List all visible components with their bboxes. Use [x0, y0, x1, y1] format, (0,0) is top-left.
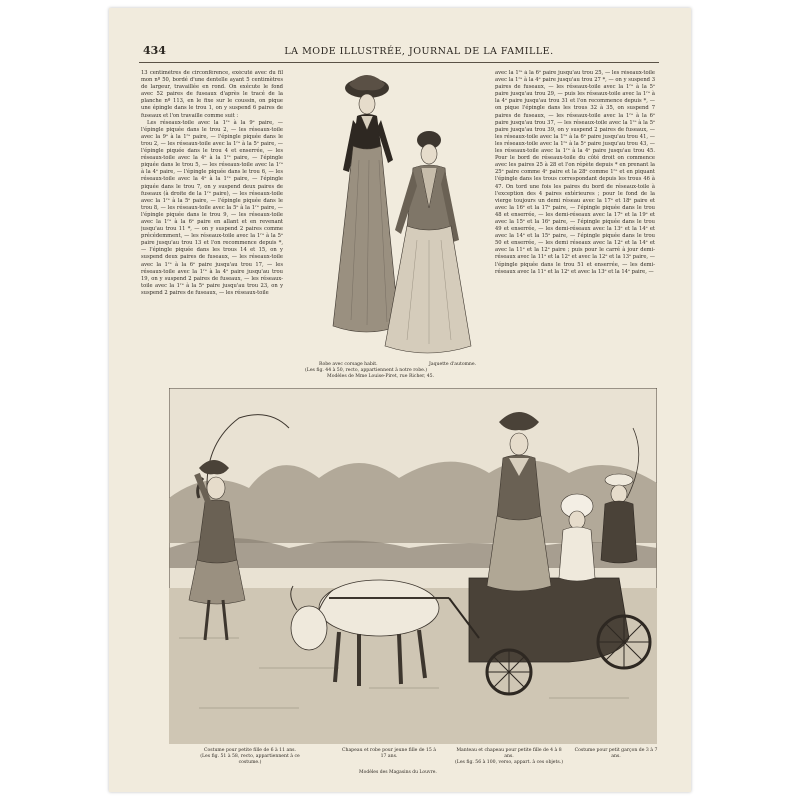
caption-costume-garcon [571, 748, 661, 760]
figure-little-girl [559, 494, 595, 581]
journal-page [109, 8, 691, 792]
caption-title: Chapeau et robe pour jeune fille de 15 à 17 ans. [341, 748, 437, 759]
caption-jaquette: Jaquette d'automne. [429, 362, 477, 367]
page-number: 434 [143, 44, 166, 57]
credit-bottom: Modèles des Magasins du Louvre. [359, 770, 437, 775]
caption-ref: (Les fig. 51 à 58, recto, appartiennent à ce costume.) [200, 754, 300, 765]
caption-chapeau-robe [339, 748, 439, 760]
header-rule [139, 62, 659, 63]
caption-manteau-chapeau [454, 748, 564, 766]
paragraph: avec la 1ʳᵉ à la 6ᵉ paire jusqu'au trou 25, — les réseaux-toile avec la 1ʳᵉ à la 4ᵉ paire jusqu'au trou 27 *, — on y suspend 3 paires de fuseaux, — les réseaux-toile avec la 1ʳᵉ à la 5ᵉ paire jusqu'au trou 29, — puis les réseaux-toile avec la 1ʳᵉ à la 4ᵉ paire jusqu'au trou 31 et l'on recommence depuis *, — on pique l'épingle dans les trous 32 à 35, on suspend 7 paires de fuseaux, — les réseaux-toile avec la 1ʳᵉ à la 6ᵉ paire jusqu'au trou 37, — les réseaux-toile avec la 1ʳᵉ à la 5ᵉ paire jusqu'au trou 39, on y suspend 2 paires de fuseaux, — les réseaux-toile avec la 1ʳᵉ à la 6ᵉ paire jusqu'au trou 41, — les réseaux-toile avec la 1ʳᵉ à la 5ᵉ paire jusqu'au trou 43, — les réseaux-toile avec la 1ʳᵉ à la 4ᵉ paire jusqu'au trou 45. Pour le bord de réseaux-toile du côté droit on commence avec les paires 25 à 28 et l'on répète depuis * en prenant la 25ᵉ paire comme 4ᵉ paire et la 28ᵉ comme 1ʳᵉ et en piquant l'épingle dans les trous correspondant depuis les trous 46 à 47. On tord une fois les paires du bord de réseaux-toile à l'exception des 4 paires extérieures ; pour le fond de la vierge toujours un demi réseau avec la 17ᵉ et 18ᵉ paire et avec la 16ᵉ et la 17ᵉ paire, — l'épingle piquée dans le trou 48 et enserrée, — les demi-réseaux avec la 17ᵉ et la 19ᵉ et avec la 15ᵉ et la 16ᵉ paire, — l'épingle piquée dans le trou 49 et enserrée, — les demi-réseaux avec la 13ᵉ et la 14ᵉ et avec la 14ᵉ et la 15ᵉ paire, — l'épingle piquée dans le trou 50 et enserrée, — les demi réseaux avec la 12ᵉ et la 14ᵉ et avec la 11ᵉ et la 12ᵉ paire ; puis pour le carré à jour demi-réseaux avec la 11ᵉ et la 12ᵉ et avec la 12ᵉ et la 13ᵉ paire, — l'épingle piquée dans le trou 51 et enserrée, — les demi-réseaux avec la 11ᵉ et la 12ᵉ et avec la 13ᵉ et la 14ᵉ paire, — [495, 70, 655, 275]
caption-ref: (Les fig. 56 à 100, verso, appart. à ces objets.) [455, 760, 563, 765]
engraving-goat-cart-scene [169, 388, 657, 744]
journal-title: LA MODE ILLUSTRÉE, JOURNAL DE LA FAMILLE. [284, 46, 554, 57]
caption-robe: Robe avec corsage habit. [319, 362, 378, 367]
text-column-left [141, 70, 283, 388]
paragraph: 13 centimètres de circonférence, exécuté avec du fil mon nº 50, bordé d'une dentelle ayant 5 centimètres de largeur, travaillée en rond. On exécute le fond avec 52 paires de fuseaux d'après le tracé de la planche nº 113, en le fixe sur le coussin, on pique une épingle dans le trou 1, on y suspend 6 paires de fuseaux et l'on travaille comme suit : [141, 70, 283, 119]
engraving-two-women [289, 70, 489, 360]
caption-title: Costume pour petit garçon de 3 à 7 ans. [574, 748, 658, 759]
paragraph: Les réseaux-toile avec la 1ʳᵉ à la 9ᵉ paire, — l'épingle piquée dans le trou 2, — les réseaux-toile avec la 9ᵉ à la 1ʳᵉ paire, — l'épingle piquée dans le trou 2, — les réseaux-toile avec la 1ʳᵉ à la 5ᵉ paire, — l'épingle piquée dans le trou 4 et enserrée, — les réseaux-toile avec la 4ᵉ à la 1ʳᵉ paire, — l'épingle piquée dans le trou 5, — les réseaux-toile avec la 1ʳᵉ à la 4ᵉ paire, — l'épingle piquée dans le trou 6, — les réseaux-toile avec la 4ᵉ à la 1ʳᵉ paire, — l'épingle piquée dans le trou 7, on y suspend deux paires de fuseaux (à droite de la 1ʳᵉ paire), — les réseaux-toile avec la 1ʳᵉ à la 5ᵉ paire, — l'épingle piquée dans le trou 8, — les réseaux-toile avec la 5ᵉ à la 1ʳᵉ paire, — l'épingle piquée dans le trou 9, — les réseaux-toile avec la 1ʳᵉ à la 6ᵉ paire en allant et en revenant jusqu'au trou 11 *, — on y suspend 2 paires comme précédemment, — les réseaux-toile avec la 1ʳᵉ à la 5ᵉ paire jusqu'au trou 13 et l'on recommence depuis *, — l'épingle piquée dans les trous 14 et 15, on y suspend deux paires de fuseaux, — les réseaux-toile avec la 1ʳᵉ à la 6ᵉ paire jusqu'au trou 17, — les réseaux-toile avec la 1ʳᵉ à la 4ᵉ paire jusqu'au trou 19, on y suspend 2 paires de fuseaux, — les réseaux-toile avec la 1ʳᵉ à la 5ᵉ paire jusqu'au trou 23, on y suspend 2 paires de fuseaux, — les réseaux-toile [141, 119, 283, 296]
text-column-right [495, 70, 655, 388]
caption-costume-fille [195, 748, 305, 766]
credit-top: Modèles de Mme Louise-Piret, rue Richer, 45. [327, 374, 435, 379]
caption-ref-top: (Les fig. 44 à 50, recto, appartiennent à notre robe.) [305, 368, 428, 373]
caption-title: Manteau et chapeau pour petite fille de 4 à 8 ans. [456, 748, 562, 759]
caption-title: Costume pour petite fille de 6 à 11 ans. [203, 748, 296, 753]
